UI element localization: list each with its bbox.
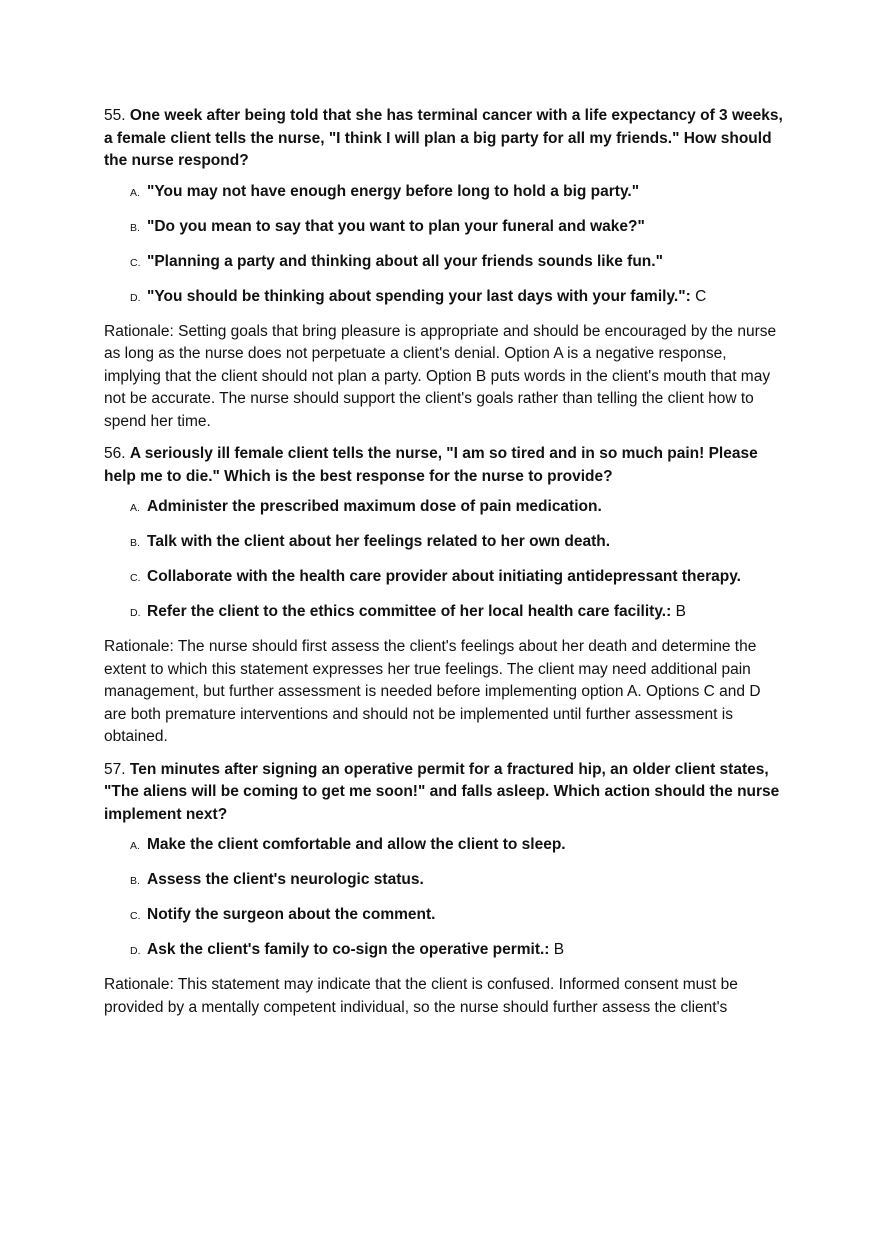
option-a xyxy=(130,834,784,857)
answer-key: B xyxy=(553,941,565,958)
option-letter: A. xyxy=(130,502,140,514)
question-stem xyxy=(104,105,784,173)
option-b xyxy=(130,216,784,239)
question-text: One week after being told that she has terminal cancer with a life expectancy of 3 weeks, a female client tells the nurse, "I think I will plan a big party for all my friends." How should the nurse respond? xyxy=(104,107,783,169)
option-d xyxy=(130,601,784,624)
option-letter: C. xyxy=(130,910,141,922)
option-letter: A. xyxy=(130,186,140,199)
option-b xyxy=(130,869,784,892)
option-c xyxy=(130,566,784,589)
option-c xyxy=(130,251,784,274)
answer-key: B xyxy=(675,603,686,620)
rationale: Rationale: Setting goals that bring pleasure is appropriate and should be encouraged by the nurse as long as the nurse does not perpetuate a client's denial. Option A is a negative response, implying that the client should not plan a party. Option B puts words in the client's mouth that may not be accurate. The nurse should support the client's goals rather than telling the client how to spend her time. xyxy=(104,322,777,430)
option-letter: A. xyxy=(130,840,140,852)
option-text: Ask the client's family to co-sign the operative permit.: xyxy=(147,941,550,958)
option-text: "You should be thinking about spending your last days with your family.": xyxy=(147,287,691,305)
option-text: Collaborate with the health care provider about initiating antidepressant therapy. xyxy=(147,568,741,585)
option-text: "Do you mean to say that you want to plan your funeral and wake?" xyxy=(147,217,645,235)
option-d xyxy=(130,939,784,962)
option-letter: D. xyxy=(130,291,141,304)
option-text: Refer the client to the ethics committee of her local health care facility.: xyxy=(147,603,672,620)
question-number: 57. xyxy=(104,760,126,778)
option-text: "You may not have enough energy before long to hold a big party." xyxy=(147,182,640,200)
answer-key: C xyxy=(695,287,707,305)
question-text: A seriously ill female client tells the nurse, "I am so tired and in so much pain! Please help me to die." Which is the best response for the nurse to provide? xyxy=(104,445,758,485)
option-text: Administer the prescribed maximum dose of pain medication. xyxy=(147,498,602,515)
option-text: Make the client comfortable and allow the client to sleep. xyxy=(147,836,566,853)
option-a xyxy=(130,496,784,519)
option-letter: C. xyxy=(130,572,141,584)
question-55 xyxy=(104,105,784,433)
rationale: Rationale: This statement may indicate that the client is confused. Informed consent must be provided by a mentally competent individual, so the nurse should further assess the client's xyxy=(104,976,738,1016)
options-list xyxy=(104,834,784,962)
option-letter: C. xyxy=(130,256,141,269)
option-text: Assess the client's neurologic status. xyxy=(147,871,424,888)
option-text: "Planning a party and thinking about all your friends sounds like fun." xyxy=(147,252,663,270)
question-number: 55. xyxy=(104,107,126,124)
question-number: 56. xyxy=(104,445,126,462)
option-c xyxy=(130,904,784,927)
question-56 xyxy=(104,443,784,749)
question-text: Ten minutes after signing an operative permit for a fractured hip, an older client states, "The aliens will be coming to get me soon!" and falls asleep. Which action should the nurse implement next? xyxy=(104,760,780,823)
option-a xyxy=(130,181,784,204)
question-stem xyxy=(104,759,784,827)
option-b xyxy=(130,531,784,554)
question-stem xyxy=(104,443,784,488)
option-letter: D. xyxy=(130,945,141,957)
rationale: Rationale: The nurse should first assess the client's feelings about her death and determine the extent to which this statement expresses her true feelings. The client may need additional pain management, but further assessment is needed before implementing option A. Options C and D are both premature interventions and should not be implemented until further assessment is obtained. xyxy=(104,638,761,745)
option-d xyxy=(130,286,784,309)
options-list xyxy=(104,496,784,624)
option-letter: D. xyxy=(130,607,141,619)
option-text: Talk with the client about her feelings related to her own death. xyxy=(147,533,611,550)
option-letter: B. xyxy=(130,875,140,887)
options-list xyxy=(104,181,784,309)
option-letter: B. xyxy=(130,537,140,549)
option-text: Notify the surgeon about the comment. xyxy=(147,906,436,923)
question-57 xyxy=(104,759,784,1020)
option-letter: B. xyxy=(130,221,140,234)
